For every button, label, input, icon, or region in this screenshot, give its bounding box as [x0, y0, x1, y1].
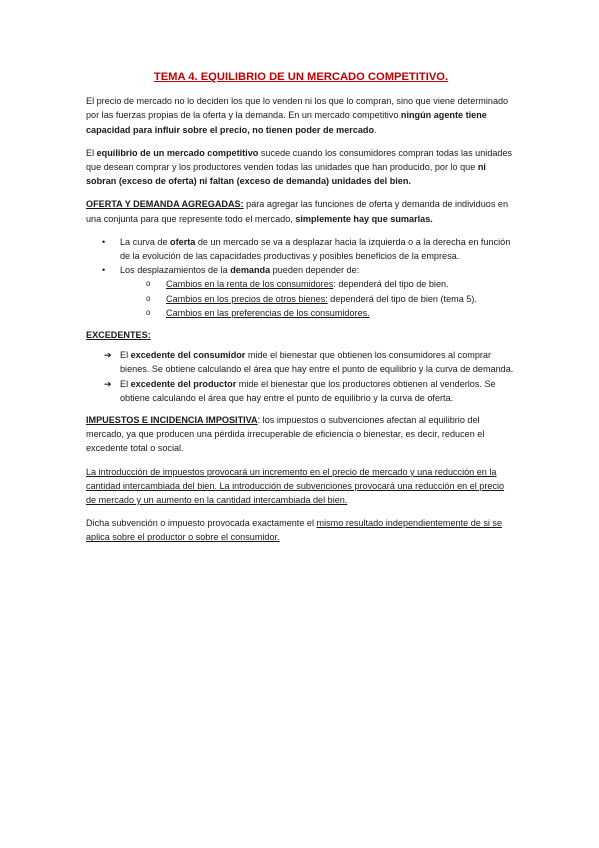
sub-list-item: o Cambios en la renta de los consumidores: dependerá del tipo de bien. — [120, 277, 516, 291]
bullet-list — [86, 235, 516, 320]
excedentes-heading-line — [86, 328, 516, 342]
arrow-right-icon: ➔ — [104, 350, 112, 361]
aggregate-paragraph: OFERTA Y DEMANDA AGREGADAS: para agregar las funciones de oferta y demanda de individuos en una conjunta para que represente todo el mercado, simplemente hay que sumarlas. — [86, 199, 509, 224]
section-heading-oferta-demanda: OFERTA Y DEMANDA AGREGADAS: — [86, 199, 244, 210]
list-item: • La curva de oferta de un mercado se va a desplazar hacia la izquierda o a la derecha en función de la evolución de las capacidades productivas y posibles beneficios de la empresa. — [102, 236, 511, 262]
circle-bullet-icon: o — [146, 307, 151, 317]
bullet-icon: • — [102, 265, 106, 276]
intro-paragraph: El precio de mercado no lo deciden los que lo venden ni los que lo compran, sino que viene determinado por las fuerzas propias de la oferta y la demanda. En un mercado competitivo ningún agente tiene capacidad para influir sobre el precio, no tienen poder de mercado. — [86, 96, 509, 135]
list-item: ➔ El excedente del productor mide el bienestar que los productores obtienen al venderlos. Se obtiene calculando el área que hay entre el punto de equilibrio y la curva de oferta. — [104, 378, 496, 403]
sub-list-item: o Cambios en las preferencias de los consumidores. — [120, 306, 516, 320]
bold-text: ningún agente tiene capacidad para influir sobre el precio, no tienen poder de mercado — [86, 110, 487, 135]
bold-text: simplemente hay que sumarlas. — [295, 213, 433, 224]
section-heading-excedentes: EXCEDENTES: — [86, 330, 151, 341]
bold-text: equilibrio de un mercado competitivo — [96, 147, 259, 158]
arrow-list — [86, 348, 516, 405]
circle-bullet-icon: o — [146, 293, 151, 303]
bold-text: ni sobran (exceso de oferta) ni faltan (exceso de demanda) unidades del bien. — [86, 162, 486, 187]
list-item: ➔ El excedente del consumidor mide el bienestar que obtienen los consumidores al comprar bienes. Se obtiene calculando el área que hay entre el punto de equilibrio y la curva de demanda. — [104, 350, 514, 375]
taxes-paragraph: IMPUESTOS E INCIDENCIA IMPOSITIVA: los impuestos o subvenciones afectan al equilibrio del mercado, ya que producen una pérdida irrecuperable de eficiencia o bienestar, es decir, reducen el excedente total o social. — [86, 415, 485, 454]
list-item: • Los desplazamientos de la demanda pueden depender de: o Cambios en la renta de los consumidores: dependerá del tipo de bien. o Cambios en los precios de otros bienes: dependerá del tipo de bien (tema 5). o Cambios en las preferencias de los consumidores. — [86, 263, 516, 320]
bullet-icon: • — [102, 236, 106, 247]
sub-list-item: o Cambios en los precios de otros bienes: dependerá del tipo de bien (tema 5). — [120, 292, 516, 306]
subsidy-paragraph: Dicha subvención o impuesto provocada exactamente el mismo resultado independientemente de si se aplica sobre el productor o sobre el consumidor. — [86, 518, 503, 543]
document-page — [86, 70, 516, 554]
equilibrium-paragraph: El equilibrio de un mercado competitivo sucede cuando los consumidores compran todas las unidades que desean comprar y los productores venden todas las unidades que han producido, por lo que ni sobran (exceso de oferta) ni faltan (exceso de demanda) unidades del bien. — [86, 147, 513, 187]
circle-bullet-icon: o — [146, 279, 151, 289]
section-heading-impuestos: IMPUESTOS E INCIDENCIA IMPOSITIVA — [86, 415, 258, 426]
taxes-effects-paragraph: La introducción de impuestos provocará un incremento en el precio de mercado y una reducción en la cantidad intercambiada del bien. La introducción de subvenciones provocará una reducción en el precio de mercado y un aumento en la cantidad intercambiada del bien. — [86, 466, 505, 506]
document-title: TEMA 4. EQUILIBRIO DE UN MERCADO COMPETITIVO. — [153, 71, 449, 83]
arrow-right-icon: ➔ — [104, 378, 112, 389]
sub-list — [120, 277, 516, 320]
